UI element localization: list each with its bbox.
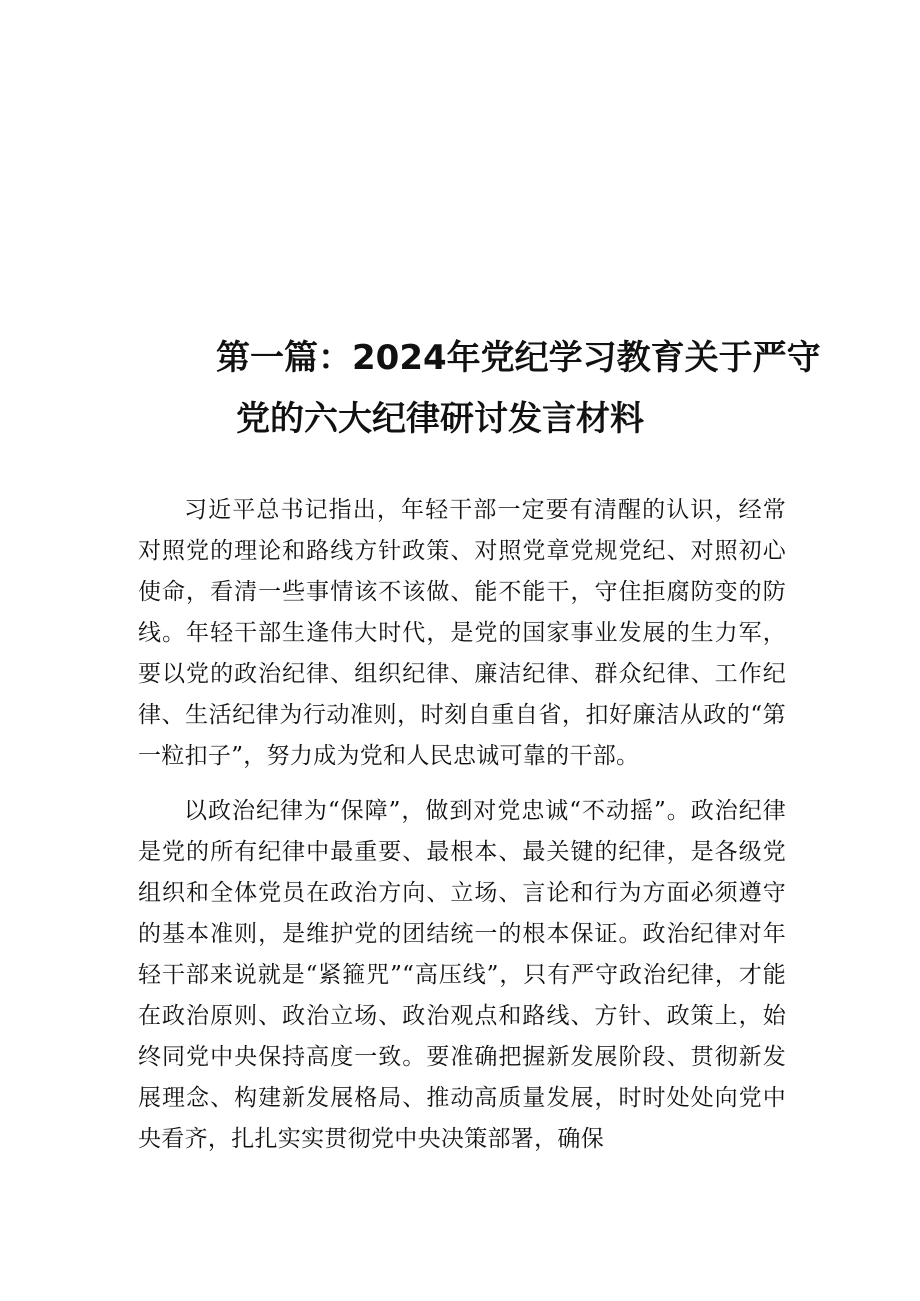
- document-title-line-1: 第一篇：2024年党纪学习教育关于严守: [216, 338, 821, 378]
- paragraph-1: 习近平总书记指出，年轻干部一定要有清醒的认识，经常对照党的理论和路线方针政策、对照党章党规党纪、对照初心使命，看清一些事情该不该做、能不能干，守住拒腐防变的防线。年轻干部生逢伟大时代，是党的国家事业发展的生力军，要以党的政治纪律、组织纪律、廉洁纪律、群众纪律、工作纪律、生活纪律为行动准则，时刻自重自省，扣好廉洁从政的“第一粒扣子”，努力成为党和人民忠诚可靠的干部。: [138, 497, 786, 769]
- paragraph-2: 以政治纪律为“保障”，做到对党忠诚“不动摇”。政治纪律是党的所有纪律中最重要、最根本、最关键的纪律，是各级党组织和全体党员在政治方向、立场、言论和行为方面必须遵守的基本准则，是维护党的团结统一的根本保证。政治纪律对年轻干部来说就是“紧箍咒”“高压线”，只有严守政治纪律，才能在政治原则、政治立场、政治观点和路线、方针、政策上，始终同党中央保持高度一致。要准确把握新发展阶段、贯彻新发展理念、构建新发展格局、推动高质量发展，时时处处向党中央看齐，扎扎实实贯彻党中央决策部署，确保: [138, 798, 786, 1152]
- document-title-line-2: 党的六大纪律研讨发言材料: [236, 399, 644, 439]
- document-body: [138, 490, 786, 1160]
